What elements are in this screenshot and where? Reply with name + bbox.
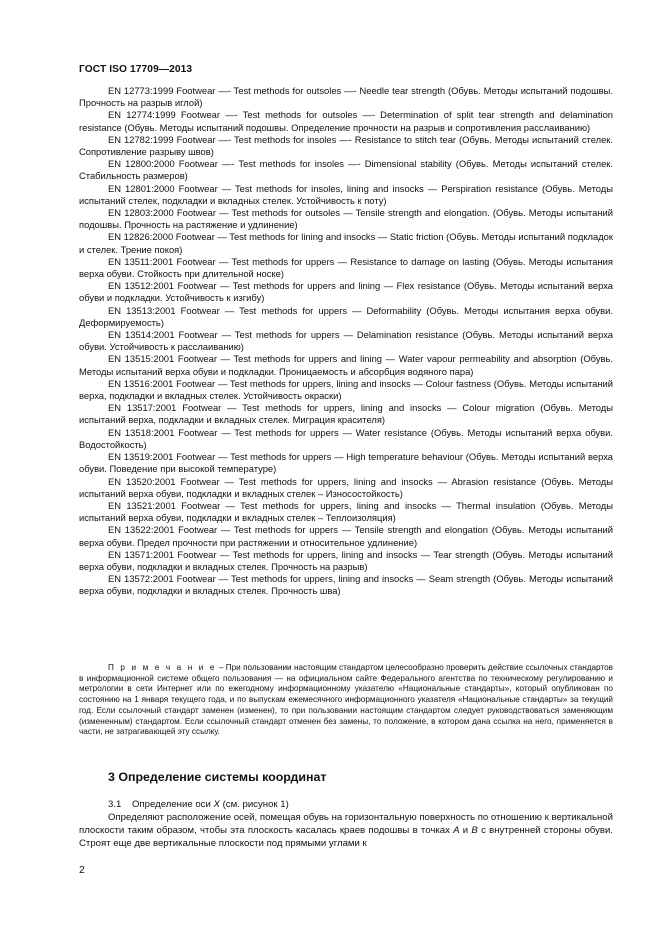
reference-item: EN 13518:2001 Footwear — Test methods for uppers — Water resistance (Обувь. Методы испытаний верха обуви. Водостойкость)	[79, 426, 613, 450]
clause-title-after: (см. рисунок 1)	[219, 799, 289, 810]
clause-title-before: Определение оси	[132, 799, 214, 810]
reference-item: EN 12774:1999 Footwear —- Test methods for outsoles —- Determination of split tear strength and delamination resistance (Обувь. Методы испытаний подошвы. Определение прочности на разрыв и сопротивления расслаиванию)	[79, 109, 613, 133]
section-title: 3 Определение системы координат	[108, 770, 327, 784]
reference-item: EN 13515:2001 Footwear — Test methods for uppers and lining — Water vapour permeability and absorption (Обувь. Методы испытаний верха обуви и подкладки. Проницаемость и абсорбция водяного пара)	[79, 353, 613, 377]
reference-item: EN 13571:2001 Footwear — Test methods for uppers, lining and insocks — Tear strength (Обувь. Методы испытаний верха обуви, подкладки и вкладных стелек. Прочность на разрыв)	[79, 548, 613, 572]
clause-axis: X	[213, 799, 220, 810]
point-b: B	[471, 825, 478, 836]
paragraph-part1: Определяют расположение осей, помещая обувь на горизонтальную поверхность по отношению к вертикальной плоскости таким образом, чтобы эта плоскость касалась краев подошвы в точках	[79, 812, 613, 836]
reference-item: EN 13572:2001 Footwear — Test methods for uppers, lining and insocks — Seam strength (Обувь. Методы испытаний верха обуви, подкладки и вкладных стелек. Прочность шва)	[79, 573, 613, 597]
reference-item: EN 13521:2001 Footwear — Test methods for uppers, lining and insocks — Thermal insulation (Обувь. Методы испытаний верха обуви, подкладки и вкладных стелек – Теплоизоляция)	[79, 499, 613, 524]
point-a: A	[453, 825, 460, 836]
reference-item: EN 12800:2000 Footwear —- Test methods for insoles —- Dimensional stability (Обувь. Методы испытаний стелек. Стабильность размеров)	[79, 158, 613, 182]
reference-item: EN 13517:2001 Footwear — Test methods for uppers, lining and insocks — Colour migration (Обувь. Методы испытаний верха, подкладки и вкладных стелек. Миграция красителя)	[79, 402, 613, 426]
page-number: 2	[79, 864, 85, 876]
reference-item: EN 12826:2000 Footwear — Test methods for lining and insocks — Static friction (Обувь. Методы испытаний подкладок и стелек. Трение покоя)	[79, 231, 613, 255]
normative-references-list	[79, 85, 613, 598]
note-paragraph	[79, 663, 613, 738]
note-text: – При пользовании настоящим стандартом целесообразно проверить действие ссылочных стандартов в информационной системе общего пользования — на официальном сайте Федерального агентства по техническому регулированию и метрологии в сети Интернет или по ежегодному информационному указателю «Национальные стандарты», который опубликован по состоянию на 1 января текущего года, и по выпускам ежемесячного информационного указателя «Национальные стандарты» за текущий год. Если ссылочный стандарт заменен (изменен), то при пользовании настоящим стандартом следует руководствоваться заменяющим (измененным) стандартом. Если ссылочный стандарт отменен без замены, то положение, в котором дана ссылка на него, применяется в части, не затрагивающей эту ссылку.	[79, 663, 613, 737]
clause-number: 3.1	[108, 799, 122, 810]
reference-item: EN 12801:2000 Footwear — Test methods for insoles, lining and insocks — Perspiration resistance (Обувь. Методы испытаний стелек, подкладки и вкладных стелек. Устойчивость к поту)	[79, 182, 613, 206]
reference-item: EN 13512:2001 Footwear — Test methods for uppers and lining — Flex resistance (Обувь. Методы испытаний верха обуви и подкладки. Устойчивость к изгибу)	[79, 280, 613, 304]
reference-item: EN 13520:2001 Footwear — Test methods for uppers, lining and insocks — Abrasion resistance (Обувь. Методы испытаний верха обуви, подкладки и вкладных стелек – Износостойкость)	[79, 475, 613, 499]
reference-item: EN 13514:2001 Footwear — Test methods for uppers — Delamination resistance (Обувь. Методы испытаний верха обуви. Устойчивость к расслаиванию)	[79, 329, 613, 353]
reference-item: EN 12782:1999 Footwear —- Test methods for insoles —- Resistance to stitch tear (Обувь. Методы испытаний стелек. Сопротивление разрыву швов)	[79, 133, 613, 158]
reference-item: EN 13522:2001 Footwear — Test methods for uppers — Tensile strength and elongation (Обувь. Методы испытаний верха обуви. Предел прочности при растяжении и относительное удлинение)	[79, 524, 613, 548]
reference-item: EN 13513:2001 Footwear — Test methods for uppers — Deformability (Обувь. Методы испытания верха обуви. Деформируемость)	[79, 304, 613, 328]
paragraph-conj: и	[459, 825, 472, 836]
paragraph-part2: с внутренней стороны обуви. Строят еще две вертикальные плоскости под прямыми углами к	[79, 825, 613, 849]
reference-item: EN 13519:2001 Footwear — Test methods for uppers — High temperature behaviour (Обувь. Методы испытаний верха обуви. Поведение при высокой температуре)	[79, 451, 613, 475]
reference-item: EN 12803:2000 Footwear — Test methods for outsoles — Tensile strength and elongation. (Обувь. Методы испытаний подошвы. Прочность на растяжение и удлинение)	[79, 207, 613, 231]
document-header: ГОСТ ISO 17709—2013	[79, 64, 193, 75]
clause-heading	[79, 798, 613, 811]
reference-item: EN 13516:2001 Footwear — Test methods for uppers, lining and insocks — Colour fastness (Обувь. Методы испытаний верха, подкладки и вкладных стелек. Устойчивость окраски)	[79, 377, 613, 402]
reference-item: EN 12773:1999 Footwear —- Test methods for outsoles —- Needle tear strength (Обувь. Методы испытаний подошвы. Прочность на разрыв иглой)	[79, 85, 613, 109]
reference-item: EN 13511:2001 Footwear — Test methods for uppers — Resistance to damage on lasting (Обувь. Методы испытания верха обуви. Стойкость при длительной носке)	[79, 255, 613, 280]
body-paragraph	[79, 811, 613, 850]
note-label: П р и м е ч а н и е	[108, 663, 217, 672]
